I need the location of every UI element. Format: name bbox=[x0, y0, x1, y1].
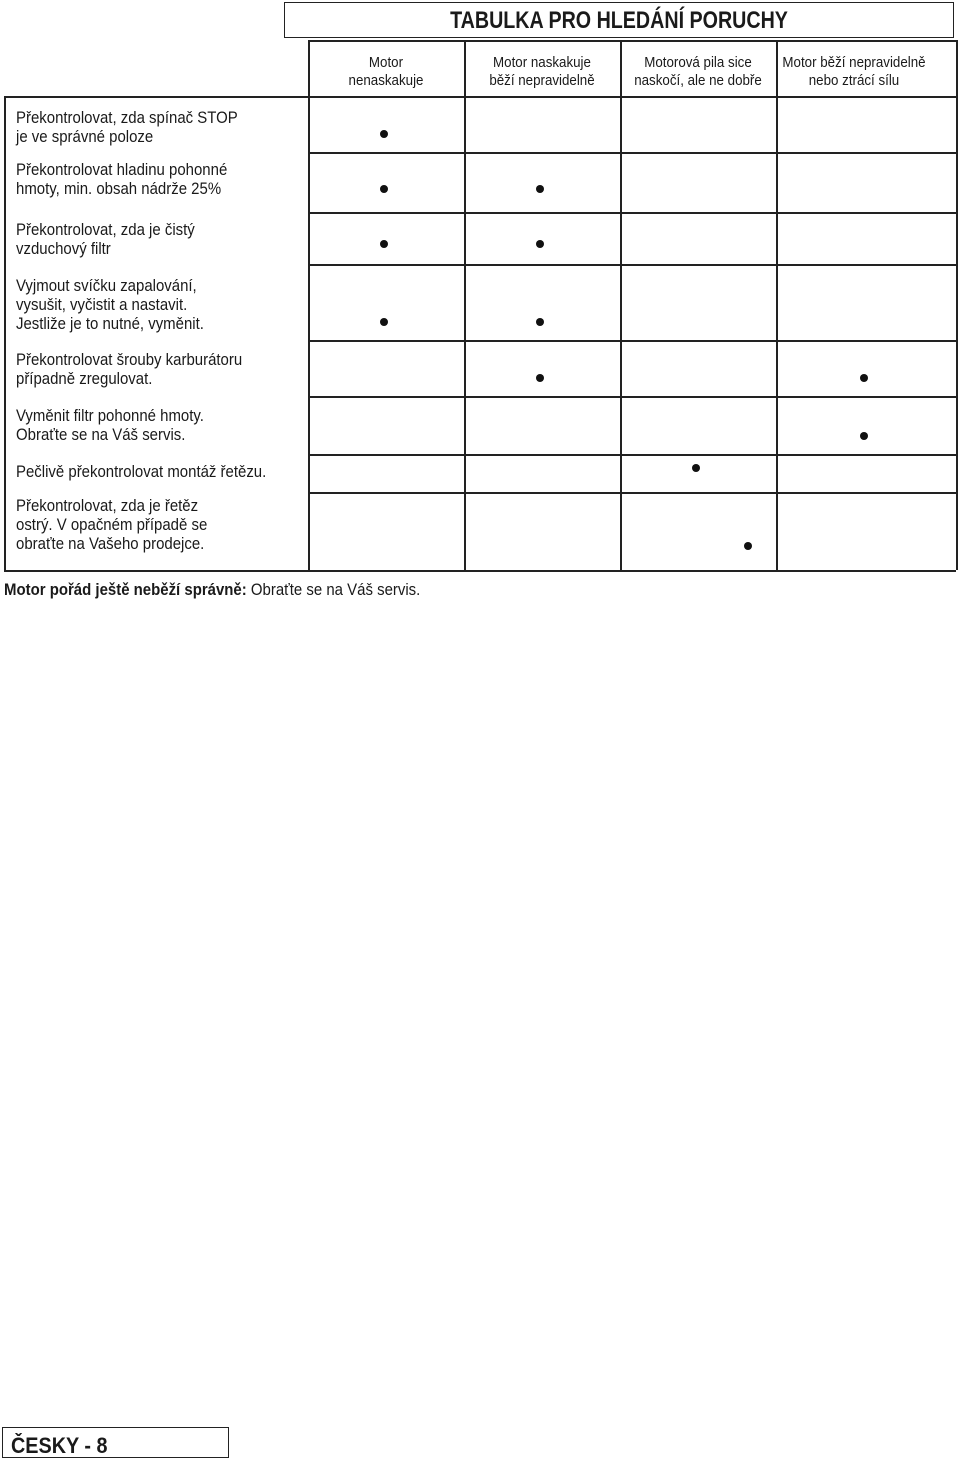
row-label-line: obraťte na Vašeho prodejce. bbox=[16, 534, 205, 553]
column-divider bbox=[464, 40, 466, 570]
check-dot bbox=[536, 185, 544, 193]
column-header-line: běží nepravidelně bbox=[489, 73, 595, 89]
row-label-line: Překontrolovat, zda je řetěz bbox=[16, 496, 199, 515]
table-left-border bbox=[4, 96, 6, 570]
row-label-line: Vyměnit filtr pohonné hmoty. bbox=[16, 406, 204, 425]
row-label-line: vysušit, vyčistit a nastavit. bbox=[16, 295, 188, 314]
row-label-line: Obraťte se na Váš servis. bbox=[16, 425, 186, 444]
row-divider bbox=[308, 454, 956, 456]
column-header-line: nenaskakuje bbox=[348, 73, 424, 89]
row-label-7 bbox=[16, 462, 266, 481]
final-note bbox=[4, 580, 420, 600]
page-footer: ČESKY - 8 bbox=[11, 1433, 108, 1458]
header-divider bbox=[4, 96, 956, 98]
row-label-line: Vyjmout svíčku zapalování, bbox=[16, 276, 197, 295]
column-header-line: naskočí, ale ne dobře bbox=[634, 73, 762, 89]
row-label-line: hmoty, min. obsah nádrže 25% bbox=[16, 179, 222, 198]
row-label-line: případně zregulovat. bbox=[16, 369, 153, 388]
column-header-line: Motor naskakuje bbox=[493, 55, 591, 71]
column-divider bbox=[776, 40, 778, 570]
final-note-bold: Motor pořád ještě neběží správně: bbox=[4, 580, 247, 599]
check-dot bbox=[380, 318, 388, 326]
check-dot bbox=[860, 374, 868, 382]
table-title-box bbox=[284, 2, 954, 38]
row-label-4 bbox=[16, 276, 204, 333]
row-label-line: vzduchový filtr bbox=[16, 239, 111, 258]
row-label-line: Jestliže je to nutné, vyměnit. bbox=[16, 314, 204, 333]
column-header-line: Motorová pila sice bbox=[644, 55, 752, 71]
page-footer-box bbox=[2, 1427, 229, 1458]
row-divider bbox=[308, 264, 956, 266]
check-dot bbox=[536, 240, 544, 248]
check-dot bbox=[536, 318, 544, 326]
row-divider bbox=[308, 152, 956, 154]
check-dot bbox=[744, 542, 752, 550]
check-dot bbox=[380, 130, 388, 138]
column-header-line: Motor běží nepravidelně bbox=[782, 55, 926, 71]
check-dot bbox=[860, 432, 868, 440]
table-top-border bbox=[308, 40, 956, 42]
column-divider bbox=[620, 40, 622, 570]
row-label-line: Pečlivě překontrolovat montáž řetězu. bbox=[16, 462, 267, 481]
column-header-2 bbox=[470, 54, 614, 90]
row-divider bbox=[308, 340, 956, 342]
check-dot bbox=[380, 240, 388, 248]
column-divider bbox=[956, 40, 958, 570]
final-note-text: Obraťte se na Váš servis. bbox=[246, 580, 421, 599]
row-label-line: Překontrolovat, zda spínač STOP bbox=[16, 108, 238, 127]
row-label-line: ostrý. V opačném případě se bbox=[16, 515, 208, 534]
column-header-line: nebo ztrácí sílu bbox=[808, 73, 900, 89]
row-divider bbox=[308, 396, 956, 398]
column-header-line: Motor bbox=[368, 55, 404, 71]
row-label-2 bbox=[16, 160, 227, 198]
row-divider bbox=[308, 212, 956, 214]
row-label-line: Překontrolovat šrouby karburátoru bbox=[16, 350, 243, 369]
row-label-1 bbox=[16, 108, 238, 146]
table-title: TABULKA PRO HLEDÁNÍ PORUCHY bbox=[450, 7, 788, 34]
row-divider bbox=[308, 492, 956, 494]
table-bottom-border bbox=[4, 570, 956, 572]
row-label-line: Překontrolovat, zda je čistý bbox=[16, 220, 195, 239]
troubleshooting-table bbox=[4, 40, 956, 570]
row-label-line: Překontrolovat hladinu pohonné bbox=[16, 160, 228, 179]
row-label-line: je ve správné poloze bbox=[16, 127, 154, 146]
column-divider bbox=[308, 40, 310, 570]
column-header-1 bbox=[314, 54, 458, 90]
check-dot bbox=[380, 185, 388, 193]
row-label-3 bbox=[16, 220, 195, 258]
row-label-5 bbox=[16, 350, 242, 388]
column-header-3 bbox=[626, 54, 770, 90]
check-dot bbox=[692, 464, 700, 472]
column-header-4 bbox=[782, 54, 926, 90]
row-label-8 bbox=[16, 496, 207, 553]
row-label-6 bbox=[16, 406, 204, 444]
check-dot bbox=[536, 374, 544, 382]
